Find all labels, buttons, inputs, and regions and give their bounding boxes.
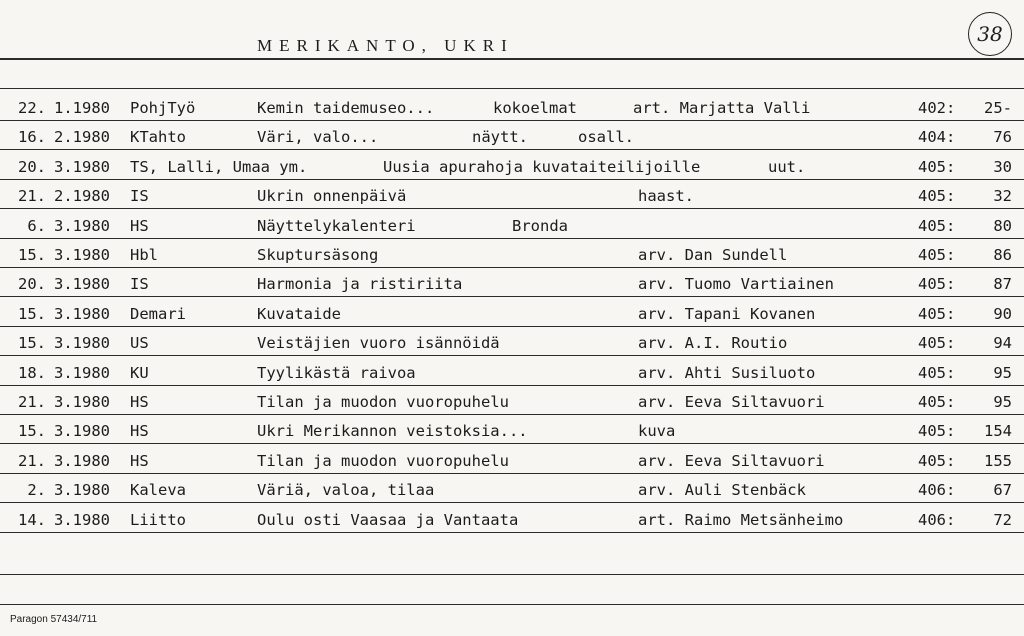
- entry-type: uut.: [768, 157, 806, 176]
- row-rule: [0, 443, 1024, 444]
- entry-date: 1.1980: [54, 99, 110, 117]
- entry-paper: KTahto: [130, 128, 186, 147]
- entry-code: 405:: [918, 216, 956, 235]
- entry-type: arv. Ahti Susiluoto: [638, 363, 816, 382]
- entry-code: 402:: [918, 99, 956, 117]
- entry-day: 15.: [18, 246, 46, 264]
- table-row: [0, 96, 1024, 120]
- entry-page: 95: [993, 393, 1012, 411]
- entry-day: 15.: [18, 334, 46, 353]
- entry-paper: HS: [130, 216, 149, 235]
- entry-day: 2.: [27, 481, 46, 500]
- table-row: [0, 125, 1024, 149]
- table-row: [0, 184, 1024, 208]
- card-footer: Paragon 57434/711: [10, 614, 98, 625]
- row-rule: [0, 355, 1024, 356]
- entry-code: 405:: [918, 422, 956, 441]
- entry-type: art. Marjatta Valli: [633, 99, 811, 117]
- entry-page: 154: [984, 422, 1012, 441]
- entry-page: 90: [993, 304, 1012, 323]
- entry-date: 3.1980: [54, 334, 110, 353]
- entry-date: 3.1980: [54, 422, 110, 441]
- rule-blank-1: [0, 574, 1024, 575]
- entry-code: 405:: [918, 304, 956, 323]
- entry-paper: Hbl: [130, 246, 158, 264]
- entry-title: Kuvataide: [257, 304, 341, 323]
- entry-page: 25-: [984, 99, 1012, 117]
- entry-title: Oulu osti Vaasaa ja Vantaata: [257, 510, 519, 529]
- entry-day: 22.: [18, 99, 46, 117]
- table-row: [0, 478, 1024, 502]
- entry-type: kuva: [638, 422, 676, 441]
- entry-page: 32: [993, 187, 1012, 206]
- entry-title: Väriä, valoa, tilaa: [257, 481, 435, 500]
- entry-code: 405:: [918, 393, 956, 411]
- entry-date: 3.1980: [54, 304, 110, 323]
- table-row: [0, 331, 1024, 355]
- entry-page: 86: [993, 246, 1012, 264]
- entry-day: 15.: [18, 304, 46, 323]
- entry-day: 6.: [27, 216, 46, 235]
- table-row: [0, 302, 1024, 326]
- row-rule: [0, 238, 1024, 239]
- table-row: [0, 390, 1024, 414]
- entry-type: art. Raimo Metsänheimo: [638, 510, 844, 529]
- entry-code: 405:: [918, 363, 956, 382]
- entry-date: 3.1980: [54, 393, 110, 411]
- entry-paper: KU: [130, 363, 149, 382]
- entry-code: 405:: [918, 334, 956, 353]
- entry-code: 405:: [918, 246, 956, 264]
- table-row: [0, 214, 1024, 238]
- table-row: [0, 243, 1024, 267]
- row-rule: [0, 208, 1024, 209]
- entry-title: Näyttelykalenteri: [257, 216, 416, 235]
- entry-title: Ukrin onnenpäivä: [257, 187, 407, 206]
- entry-title: Tilan ja muodon vuoropuhelu: [257, 393, 509, 411]
- table-row: [0, 361, 1024, 385]
- entry-type: arv. Auli Stenbäck: [638, 481, 806, 500]
- entry-date: 3.1980: [54, 481, 110, 500]
- table-row: [0, 155, 1024, 179]
- entry-code: 405:: [918, 157, 956, 176]
- row-rule: [0, 532, 1024, 533]
- entry-date: 3.1980: [54, 510, 110, 529]
- entry-paper: IS: [130, 187, 149, 206]
- entry-code: 405:: [918, 187, 956, 206]
- entry-page: 94: [993, 334, 1012, 353]
- entry-day: 15.: [18, 422, 46, 441]
- entry-page: 67: [993, 481, 1012, 500]
- row-rule: [0, 502, 1024, 503]
- entry-title: Uusia apurahoja kuvataiteilijoille: [383, 157, 701, 176]
- entry-paper: HS: [130, 422, 149, 441]
- row-rule: [0, 473, 1024, 474]
- entry-page: 76: [993, 128, 1012, 147]
- rule-blank-2: [0, 604, 1024, 605]
- entry-page: 72: [993, 510, 1012, 529]
- entry-date: 3.1980: [54, 275, 110, 294]
- entry-type: arv. A.I. Routio: [638, 334, 788, 353]
- entry-title: Harmonia ja ristiriita: [257, 275, 463, 294]
- row-rule: [0, 296, 1024, 297]
- entry-type: arv. Tuomo Vartiainen: [638, 275, 834, 294]
- entry-paper: Liitto: [130, 510, 186, 529]
- entry-date: 3.1980: [54, 157, 110, 176]
- entry-date: 3.1980: [54, 216, 110, 235]
- page-number: 38: [977, 22, 1003, 46]
- entry-paper: US: [130, 334, 149, 353]
- entry-title: Ukri Merikannon veistoksia...: [257, 422, 528, 441]
- entry-paper: HS: [130, 393, 149, 411]
- entry-date: 3.1980: [54, 451, 110, 470]
- row-rule: [0, 326, 1024, 327]
- entry-code: 405:: [918, 451, 956, 470]
- entry-day: 20.: [18, 275, 46, 294]
- header-rule-lower: [0, 88, 1024, 89]
- entry-date: 3.1980: [54, 246, 110, 264]
- entry-day: 16.: [18, 128, 46, 147]
- entry-keyword: näytt.: [472, 128, 528, 147]
- row-rule: [0, 267, 1024, 268]
- entry-paper: Demari: [130, 304, 186, 323]
- entry-paper: TS, Lalli, Umaa ym.: [130, 157, 308, 176]
- entry-type: arv. Dan Sundell: [638, 246, 788, 264]
- entry-paper: Kaleva: [130, 481, 186, 500]
- entry-type: osall.: [578, 128, 634, 147]
- header-rule: [0, 58, 1024, 60]
- entry-page: 95: [993, 363, 1012, 382]
- entry-day: 20.: [18, 157, 46, 176]
- entry-page: 87: [993, 275, 1012, 294]
- entry-type: haast.: [638, 187, 694, 206]
- entry-keyword: Bronda: [512, 216, 568, 235]
- entry-day: 21.: [18, 187, 46, 206]
- entry-title: Veistäjien vuoro isännöidä: [257, 334, 500, 353]
- entry-paper: IS: [130, 275, 149, 294]
- entry-date: 2.1980: [54, 187, 110, 206]
- entry-type: arv. Eeva Siltavuori: [638, 393, 825, 411]
- table-row: [0, 449, 1024, 473]
- entry-date: 2.1980: [54, 128, 110, 147]
- table-row: [0, 508, 1024, 532]
- row-rule: [0, 385, 1024, 386]
- entry-page: 30: [993, 157, 1012, 176]
- entry-type: arv. Tapani Kovanen: [638, 304, 816, 323]
- table-row: [0, 272, 1024, 296]
- entry-day: 14.: [18, 510, 46, 529]
- entry-day: 21.: [18, 451, 46, 470]
- entry-day: 18.: [18, 363, 46, 382]
- entry-code: 404:: [918, 128, 956, 147]
- entry-code: 406:: [918, 510, 956, 529]
- entry-title: Tyylikästä raivoa: [257, 363, 416, 382]
- entry-title: Väri, valo...: [257, 128, 379, 147]
- entry-code: 405:: [918, 275, 956, 294]
- entry-page: 80: [993, 216, 1012, 235]
- entry-paper: PohjTyö: [130, 99, 196, 117]
- entry-title: Skuptursäsong: [257, 246, 379, 264]
- entry-day: 21.: [18, 393, 46, 411]
- entry-page: 155: [984, 451, 1012, 470]
- entry-title: Tilan ja muodon vuoropuhelu: [257, 451, 509, 470]
- entry-code: 406:: [918, 481, 956, 500]
- entry-title: Kemin taidemuseo...: [257, 99, 435, 117]
- row-rule: [0, 120, 1024, 121]
- entry-keyword: kokoelmat: [493, 99, 577, 117]
- entry-type: arv. Eeva Siltavuori: [638, 451, 825, 470]
- table-row: [0, 419, 1024, 443]
- page-number-circle: [968, 12, 1012, 56]
- row-rule: [0, 179, 1024, 180]
- card-title: MERIKANTO, UKRI: [257, 36, 514, 55]
- entry-paper: HS: [130, 451, 149, 470]
- row-rule: [0, 414, 1024, 415]
- entry-date: 3.1980: [54, 363, 110, 382]
- row-rule: [0, 149, 1024, 150]
